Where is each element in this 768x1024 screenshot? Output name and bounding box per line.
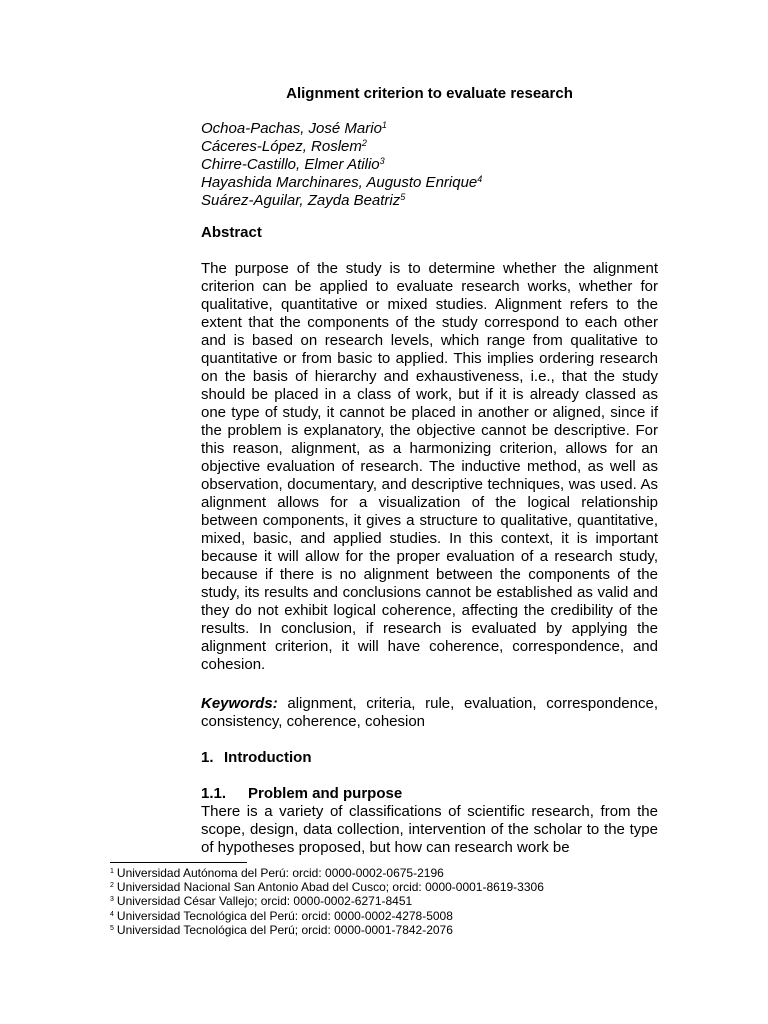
author-item [201, 174, 658, 192]
author-name: Ochoa-Pachas, José Mario [201, 120, 382, 137]
footnotes [110, 866, 710, 937]
abstract-text: The purpose of the study is to determine whether the alignment criterion can be applied to evaluate research works, whether for qualitative, quantitative or mixed studies. Alignment refers to the extent that the components of the study correspond to each other and is based on research levels, which range from qualitative to quantitative or from basic to applied. This implies ordering research on the basis of hierarchy and exhaustiveness, i.e., that the study should be placed in a class of work, but if it is already classed as one type of study, it cannot be placed in another or aligned, since if the problem is explanatory, the objective cannot be descriptive. For this reason, alignment, as a harmonizing criterion, allows for an objective evaluation of research. The inductive method, as well as observation, documentary, and descriptive techniques, was used. As alignment allows for a visualization of the logical relationship between components, it gives a structure to qualitative, quantitative, mixed, basic, and applied studies. In this context, it is important because it will allow for the proper evaluation of a research study, because if there is no alignment between the components of the study, its results and conclusions cannot be established as valid and they do not exhibit logical coherence, affecting the credibility of the results. In conclusion, if research is evaluated by applying the alignment criterion, it will have coherence, correspondence, and cohesion. [201, 260, 658, 673]
footnote-ref: 5 [110, 924, 114, 932]
author-ref: 1 [381, 120, 387, 130]
footnote-item [110, 866, 710, 880]
keywords-paragraph [201, 695, 658, 731]
footnote-ref: 3 [110, 896, 114, 904]
author-item [201, 120, 658, 138]
author-ref: 4 [477, 174, 483, 184]
abstract-heading: Abstract [201, 224, 262, 241]
keywords-text: alignment, criteria, rule, evaluation, correspondence, consistency, coherence, cohesion [201, 695, 658, 730]
author-item [201, 138, 658, 156]
section-number: 1. [201, 749, 214, 766]
footnote-item [110, 880, 710, 894]
author-ref: 2 [361, 138, 367, 148]
author-name: Suárez-Aguilar, Zayda Beatriz [201, 192, 401, 209]
author-item [201, 192, 658, 210]
author-item [201, 156, 658, 174]
footnote-ref: 1 [110, 868, 114, 875]
section-title: Introduction [224, 749, 312, 766]
author-name: Cáceres-López, Roslem [201, 138, 362, 155]
paper-title: Alignment criterion to evaluate research [286, 85, 573, 102]
footnote-text: Universidad Tecnológica del Perú: orcid: 0000-0002-4278-5008 [116, 908, 453, 923]
footnote-separator [110, 862, 247, 863]
author-list [201, 120, 658, 210]
footnote-ref: 2 [110, 882, 114, 890]
author-name: Chirre-Castillo, Elmer Atilio [201, 156, 380, 173]
section-heading-introduction [201, 749, 311, 767]
footnote-item [110, 909, 710, 923]
introduction-text: There is a variety of classifications of scientific research, from the scope, design, data collection, intervention of the scholar to the type of hypotheses proposed, but how can research work be [201, 803, 658, 856]
subsection-number: 1.1. [201, 785, 227, 802]
footnote-ref: 4 [110, 910, 114, 918]
author-ref: 5 [400, 192, 406, 202]
author-name: Hayashida Marchinares, Augusto Enrique [201, 174, 478, 191]
subsection-heading [201, 785, 402, 803]
footnote-text: Universidad Autónoma del Perú: orcid: 0000-0002-0675-2196 [116, 866, 444, 880]
footnote-text: Universidad Nacional San Antonio Abad del Cusco; orcid: 0000-0001-8619-3306 [116, 880, 544, 895]
author-ref: 3 [379, 156, 385, 166]
footnote-text: Universidad César Vallejo; orcid: 0000-0002-6271-8451 [116, 894, 413, 909]
keywords-label: Keywords: [201, 695, 278, 712]
footnote-text: Universidad Tecnológica del Perú; orcid: 0000-0001-7842-2076 [116, 922, 453, 937]
footnote-item [110, 894, 710, 908]
footnote-item [110, 923, 710, 937]
subsection-title: Problem and purpose [248, 785, 403, 802]
